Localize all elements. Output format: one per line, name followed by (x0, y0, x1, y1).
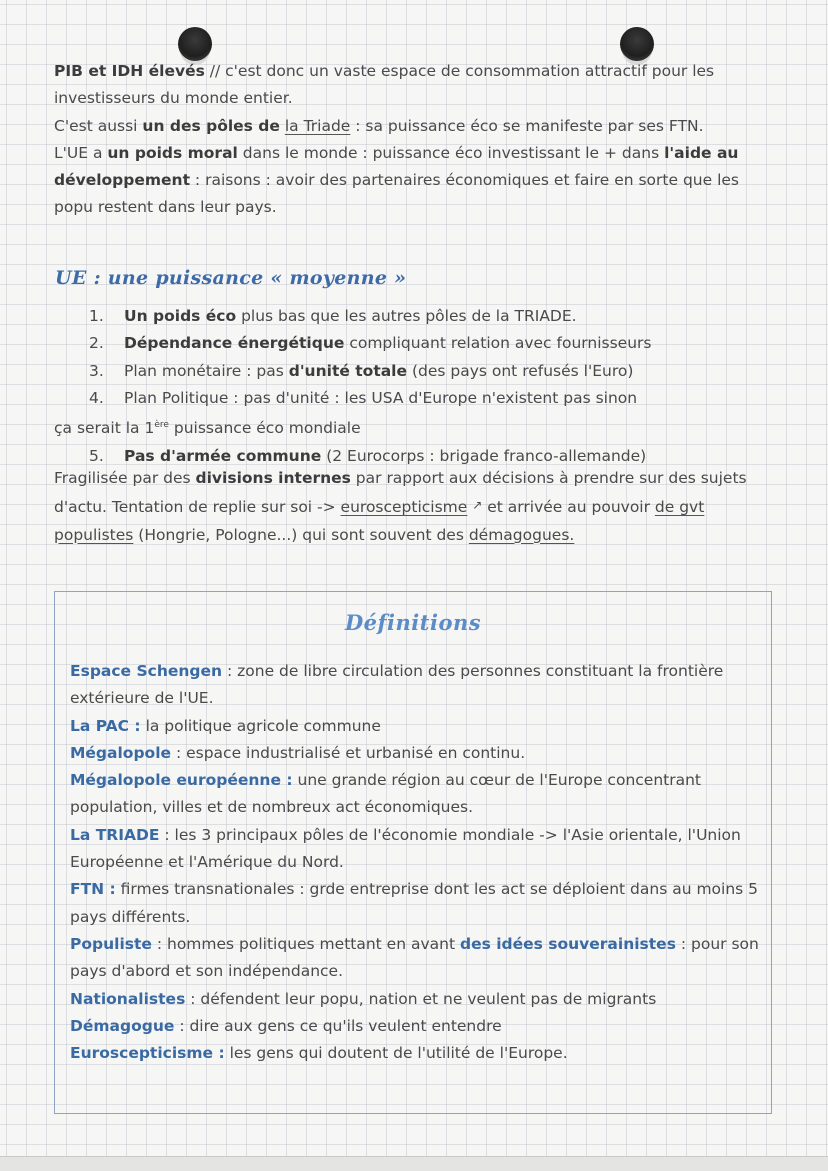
definition-item: Mégalopole : espace industrialisé et urbanisé en continu. (70, 743, 526, 762)
arrow-up-icon: ↗ (472, 498, 483, 513)
punch-hole-right (620, 27, 654, 61)
intro-line-3: L'UE a un poids moral dans le monde : puissance éco investissant le + dans l'aide au développement : raisons : avoir des partenaires économiques et faire en sorte que les popu restent dans leur pays. (54, 143, 740, 217)
definition-item: Populiste : hommes politiques mettant en avant des idées souverainistes : pour son pays d'abord et son indépendance. (70, 934, 759, 981)
definition-item: La TRIADE : les 3 principaux pôles de l'économie mondiale -> l'Asie orientale, l'Union Européenne et l'Amérique du Nord. (70, 825, 741, 872)
list-item: 2. Dépendance énergétique compliquant relation avec fournisseurs (89, 334, 652, 353)
list-item-continuation: ça serait la 1ère puissance éco mondiale (54, 419, 361, 438)
intro-paragraph (54, 58, 774, 222)
punch-hole-left (178, 27, 212, 61)
definition-item: Mégalopole européenne : une grande région au cœur de l'Europe concentrant population, villes et de nombreux act économiques. (70, 771, 701, 817)
intro-line-1: PIB et IDH élevés // c'est donc un vaste espace de consommation attractif pour les investisseurs du monde entier. (54, 62, 715, 108)
list-item: 1. Un poids éco plus bas que les autres pôles de la TRIADE. (89, 307, 577, 325)
definition-item: Démagogue : dire aux gens ce qu'ils veulent entendre (70, 1016, 502, 1035)
section-title: UE : une puissance « moyenne » (55, 267, 407, 289)
definition-item: La PAC : la politique agricole commune (70, 716, 381, 735)
definitions-list (70, 658, 760, 1067)
list-item: 4. Plan Politique : pas d'unité : les USA d'Europe n'existent pas sinon (89, 388, 638, 407)
definitions-title: Définitions (344, 610, 482, 635)
definitions-box (54, 591, 772, 1114)
definition-item: FTN : firmes transnationales : grde entreprise dont les act se déploient dans au moins 5 pays différents. (70, 880, 759, 926)
page-bottom-edge (0, 1156, 828, 1171)
list-item: 3. Plan monétaire : pas d'unité totale (des pays ont refusés l'Euro) (89, 361, 634, 380)
intro-line-2: C'est aussi un des pôles de la Triade : sa puissance éco se manifeste par ses FTN. (54, 116, 704, 135)
definition-item: Espace Schengen : zone de libre circulation des personnes constituant la frontière extérieure de l'UE. (70, 662, 724, 708)
definition-item: Euroscepticisme : les gens qui doutent de l'utilité de l'Europe. (70, 1044, 568, 1063)
definition-item: Nationalistes : défendent leur popu, nation et ne veulent pas de migrants (70, 989, 657, 1008)
conclusion-paragraph: Fragilisée par des divisions internes par rapport aux décisions à prendre sur des sujets d'actu. Tentation de replie sur soi -> euroscepticisme ↗ et arrivée au pouvoir de gvt populistes (Hongrie, Pologne...) qui sont souvent des démagogues. (54, 469, 747, 544)
numbered-list (54, 303, 774, 470)
list-item: 5. Pas d'armée commune (2 Eurocorps : brigade franco-allemande) (89, 446, 647, 465)
